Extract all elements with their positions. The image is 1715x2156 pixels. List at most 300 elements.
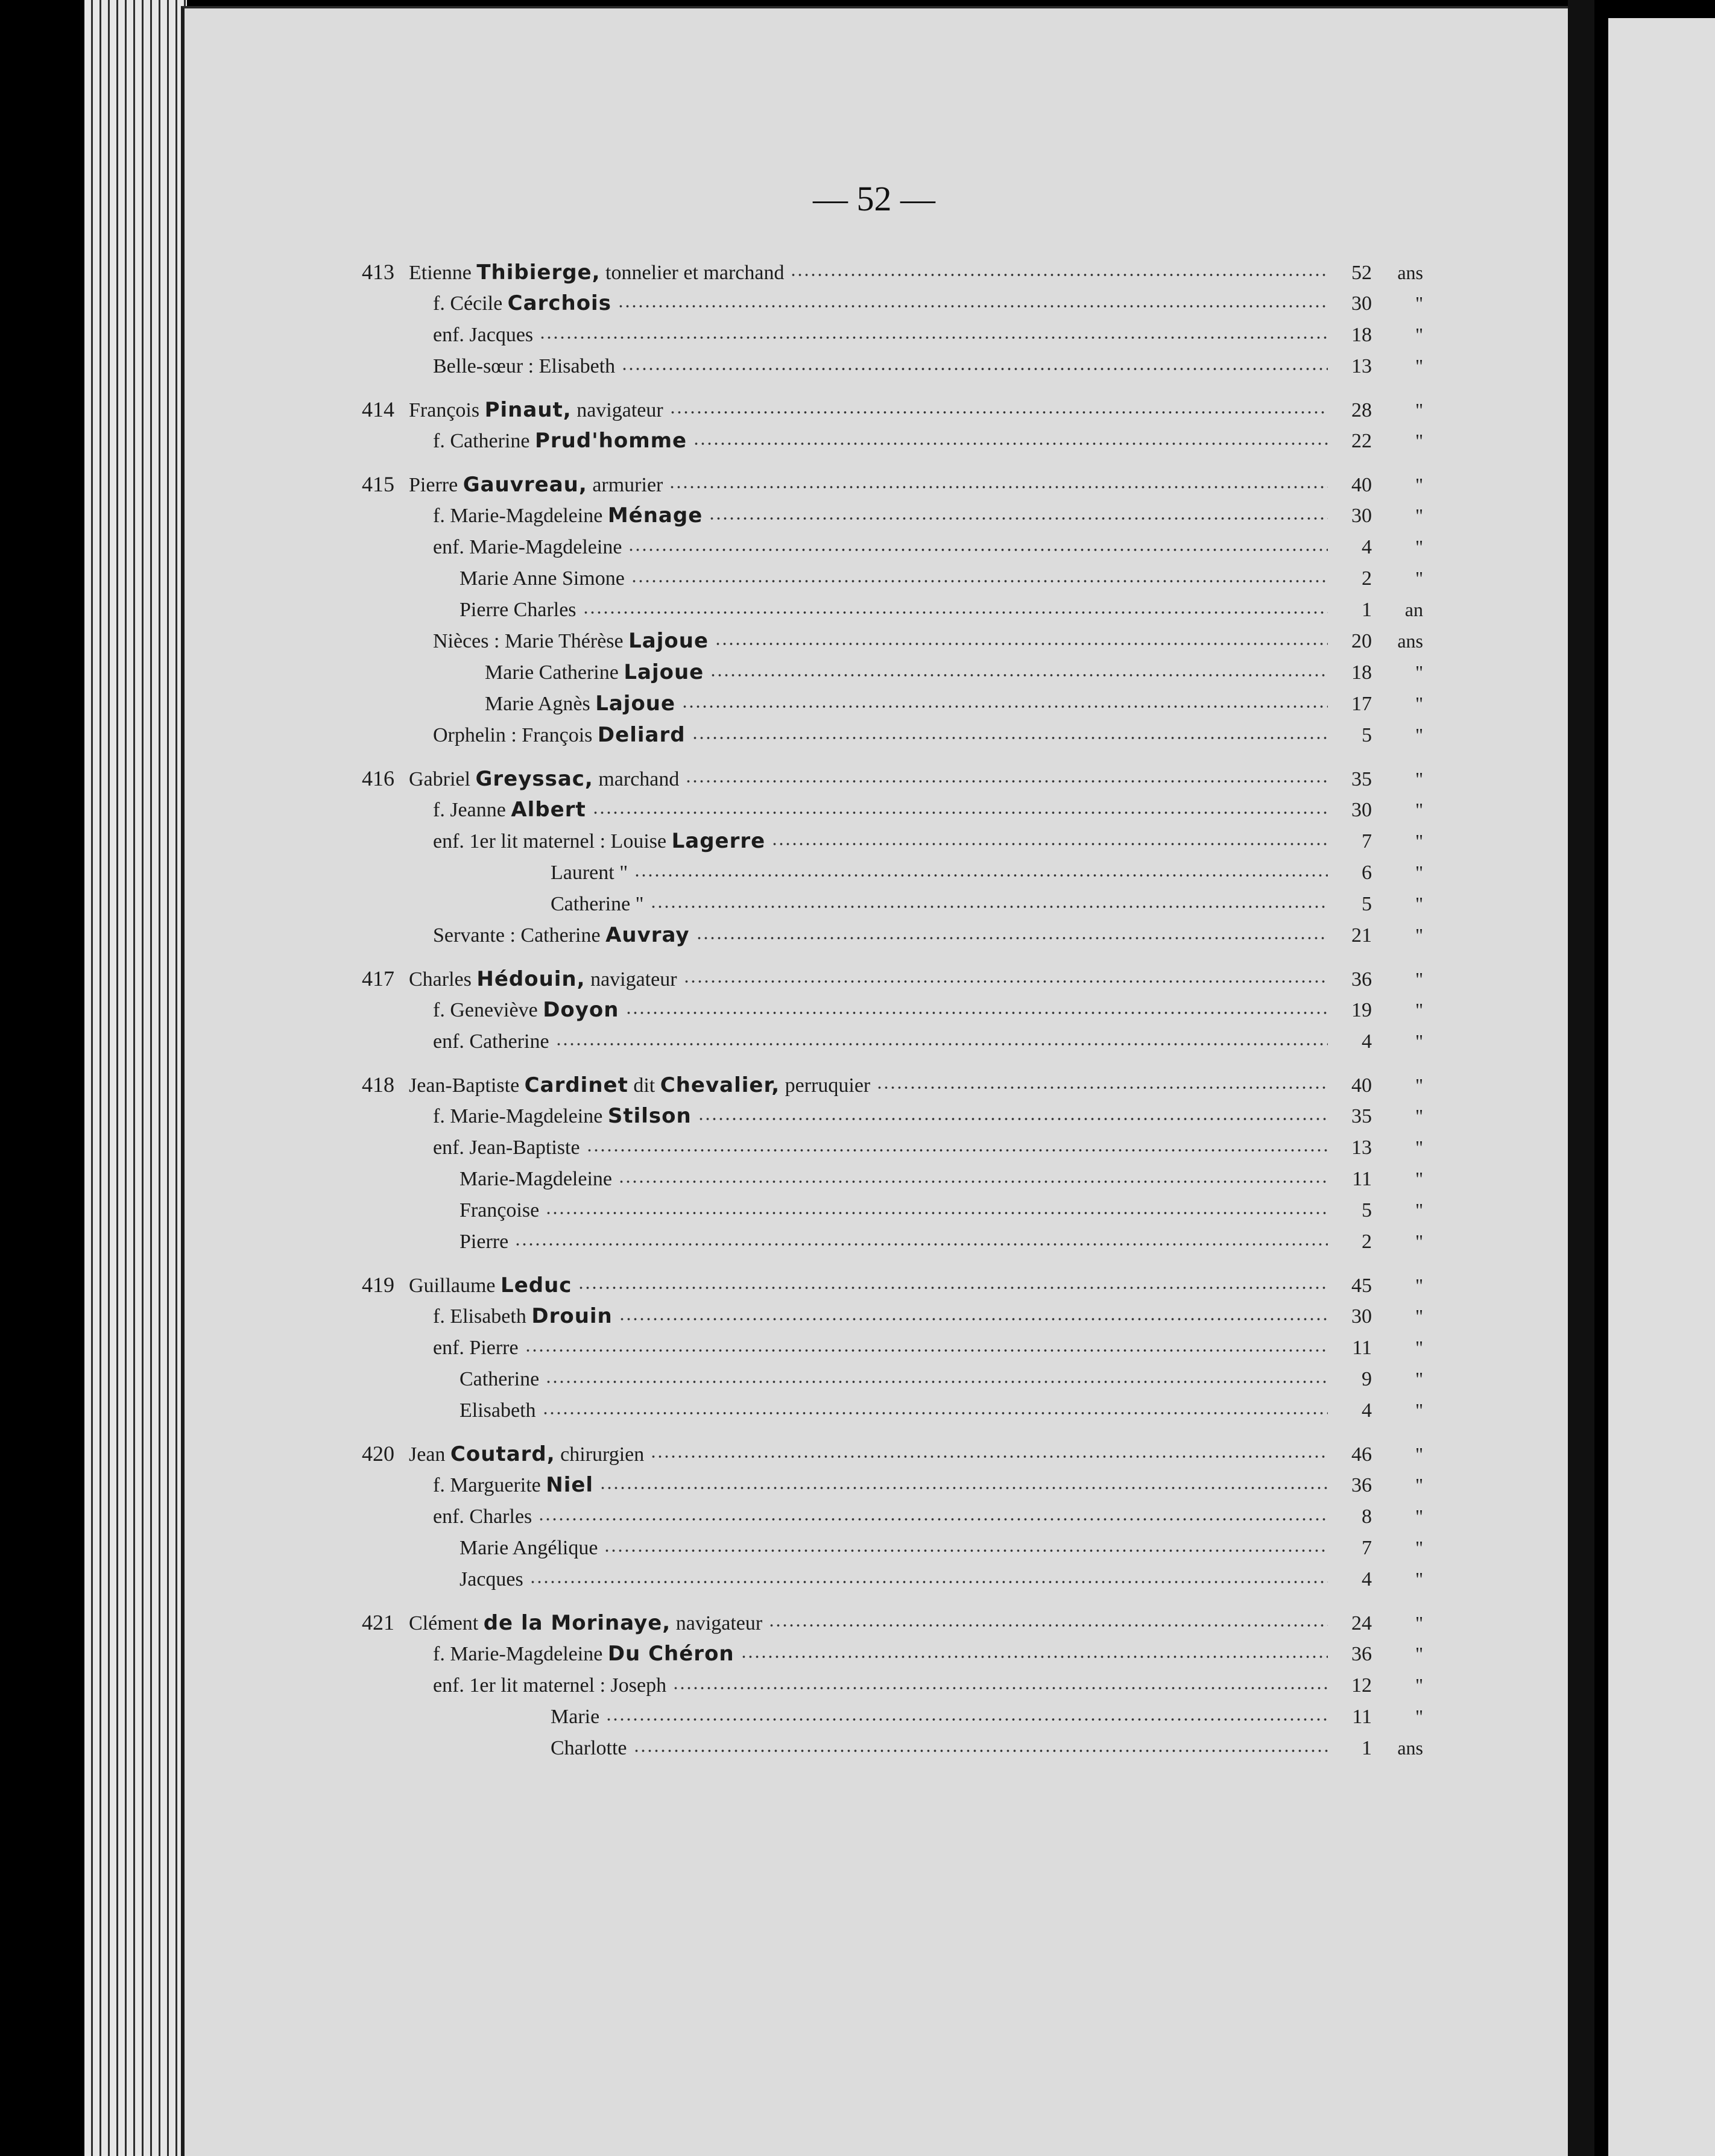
given-name: Marie Anne Simone [460,567,625,590]
age-value: 13 [1351,1136,1372,1159]
age-unit: " [1415,430,1423,452]
age-value: 11 [1352,1337,1372,1359]
person-row [362,857,1423,888]
surname: Drouin [531,1304,613,1328]
age-value: 30 [1351,1305,1372,1328]
age-value: 40 [1351,474,1372,496]
age-unit: " [1415,1706,1423,1727]
person-row [362,288,1423,319]
dot-leader [683,979,1328,984]
person-row [362,1363,1423,1395]
census-entries [362,256,1423,1854]
dot-leader [672,1686,1328,1691]
dot-leader [619,1317,1328,1322]
given-name: f. Geneviève [433,999,543,1021]
dot-leader [634,873,1328,878]
occupation: navigateur [585,968,677,991]
surname: Doyon [543,998,619,1022]
dot-leader [685,779,1328,784]
dot-leader [698,1117,1328,1121]
age-value: 35 [1351,768,1372,790]
person-row [362,1607,1423,1638]
age-value: 2 [1362,567,1372,590]
household-entry [362,1438,1423,1595]
surname: Carchois [507,291,611,315]
given-name: f. Marie-Magdeleine [433,1643,608,1665]
person-row [362,1132,1423,1163]
given-name: enf. Catherine [433,1030,549,1053]
given-name: enf. Charles [433,1505,532,1528]
age-value: 22 [1351,430,1372,452]
age-unit: " [1415,862,1423,883]
person-text [433,1638,734,1670]
person-row [362,1469,1423,1501]
person-row [362,1438,1423,1469]
surname: Lajoue [628,629,709,653]
dot-leader [599,1486,1328,1490]
age-unit: " [1415,768,1423,790]
person-text [485,657,704,689]
dot-leader [617,304,1328,309]
given-name: Pierre Charles [460,599,576,621]
given-name: Charlotte [551,1737,627,1759]
person-row [362,657,1423,688]
dot-leader [583,610,1328,615]
age-value: 4 [1362,536,1372,558]
person-text [433,1501,532,1533]
person-row [362,425,1423,456]
dot-leader [555,1042,1328,1047]
person-text [460,1195,539,1226]
age-unit: " [1415,693,1423,714]
dot-leader [650,904,1328,909]
dot-leader [669,485,1328,490]
person-row [362,763,1423,794]
given-name: Pierre [409,474,463,496]
person-row [362,1701,1423,1732]
dot-leader [542,1411,1328,1416]
person-row [362,1501,1423,1532]
person-text [409,469,663,501]
dot-leader [650,1454,1328,1459]
age-unit: " [1415,324,1423,345]
dot-leader [741,1654,1328,1659]
household-entry [362,763,1423,951]
person-text [551,857,628,889]
surname: Ménage [607,503,703,528]
household-number: 419 [362,1273,394,1297]
person-row [362,468,1423,500]
given-name: Marie Agnès [485,693,596,715]
person-row [362,1300,1423,1332]
household-number: 416 [362,766,394,790]
dot-leader [790,273,1328,277]
dot-leader [625,1010,1328,1015]
age-unit: " [1415,724,1423,746]
dot-leader [578,1285,1328,1290]
given-name: f. Catherine [433,430,535,452]
dot-leader [692,736,1328,740]
person-text [433,794,586,826]
age-unit: " [1415,505,1423,526]
person-row [362,256,1423,288]
dot-leader [633,1748,1328,1753]
occupation: chirurgien [555,1443,645,1466]
household-entry [362,468,1423,751]
person-text [551,1701,599,1733]
age-value: 46 [1351,1443,1372,1466]
surname: Prud'homme [535,429,687,453]
dot-leader [696,936,1328,941]
person-text [433,1670,666,1701]
person-row [362,1563,1423,1595]
household-number: 417 [362,966,394,991]
occupation: armurier [587,474,663,496]
dot-leader [628,547,1328,552]
age-unit: " [1415,799,1423,821]
age-value: 36 [1351,1643,1372,1665]
dot-leader [586,1148,1328,1153]
person-text [485,688,675,720]
person-row [362,1638,1423,1669]
person-row [362,350,1423,382]
surname: Gauvreau, [463,473,587,497]
age-value: 7 [1362,1537,1372,1559]
person-row [362,794,1423,825]
household-number: 413 [362,260,394,284]
age-unit: ans [1397,630,1423,652]
person-row [362,1069,1423,1100]
age-unit: " [1415,1275,1423,1296]
age-value: 30 [1351,799,1372,821]
surname: Auvray [605,923,690,947]
person-text [433,719,686,751]
given-name: f. Marguerite [433,1474,546,1496]
person-row [362,1532,1423,1563]
age-unit: " [1415,1105,1423,1127]
dot-leader [771,842,1328,846]
occupation: perruquier [780,1074,871,1097]
person-row [362,1395,1423,1426]
person-row [362,1226,1423,1257]
given-name: Marie [551,1706,600,1728]
age-value: 18 [1351,324,1372,346]
gutter-shadow [1568,0,1594,2156]
surname: Cardinet [524,1073,628,1097]
surname: Lajoue [624,660,704,684]
age-value: 4 [1362,1399,1372,1422]
person-text [460,1164,612,1195]
person-text [460,1364,539,1395]
household-entry [362,256,1423,382]
given-name: Catherine [460,1368,540,1390]
person-row [362,1163,1423,1194]
age-unit: " [1415,1612,1423,1634]
person-text [460,1395,536,1426]
dot-leader [710,673,1328,678]
age-unit: " [1415,1074,1423,1096]
household-entry [362,963,1423,1057]
age-value: 9 [1362,1368,1372,1390]
age-unit: " [1415,536,1423,558]
person-row [362,888,1423,919]
person-text [460,563,625,594]
surname: Deliard [597,723,686,747]
person-text [460,594,576,626]
dot-leader [681,704,1328,709]
given-name: Gabriel [409,768,476,790]
age-unit: " [1415,1443,1423,1465]
surname: Leduc [501,1273,572,1297]
given-name: enf. 1er lit maternel : Joseph [433,1674,667,1697]
given-name: Etienne [409,262,477,284]
given-name: Pierre [460,1231,509,1253]
person-row [362,563,1423,594]
household-number: 414 [362,397,394,421]
age-unit: an [1404,599,1423,620]
person-text [460,1226,508,1258]
given-name: Jacques [460,1568,523,1590]
age-value: 6 [1362,862,1372,884]
age-unit: " [1415,1368,1423,1390]
age-value: 5 [1362,724,1372,746]
surname: Du Chéron [607,1642,734,1666]
dot-leader [605,1717,1328,1722]
occupation: dit [628,1074,660,1097]
given-name: f. Marie-Magdeleine [433,1105,608,1127]
age-value: 13 [1351,355,1372,377]
dot-leader [529,1580,1328,1584]
person-row [362,319,1423,350]
person-text [433,1026,549,1058]
age-unit: " [1415,567,1423,589]
given-name: f. Cécile [433,292,508,315]
dot-leader [514,1242,1328,1247]
age-unit: " [1415,1399,1423,1421]
household-number: 420 [362,1442,394,1466]
age-unit: " [1415,661,1423,683]
dot-leader [631,579,1328,584]
given-name: Belle-sœur : Elisabeth [433,355,616,377]
age-value: 5 [1362,893,1372,915]
age-unit: " [1415,999,1423,1021]
age-unit: " [1415,1537,1423,1559]
facing-page-edge [1605,18,1715,2156]
surname: Albert [511,798,586,822]
dot-leader [876,1085,1328,1090]
given-name: Marie Angélique [460,1537,598,1559]
dot-leader [545,1379,1328,1384]
person-text [409,1270,572,1302]
age-unit: " [1415,924,1423,946]
age-unit: " [1415,1136,1423,1158]
person-text [433,625,709,657]
person-text [551,1733,627,1764]
given-name: Catherine " [551,893,644,915]
person-text [433,532,622,563]
age-value: 18 [1351,661,1372,684]
person-text [433,1132,580,1164]
dot-leader [604,1548,1328,1553]
person-row [362,963,1423,994]
person-row [362,394,1423,425]
given-name: Charles [409,968,477,991]
given-name: enf. Pierre [433,1337,519,1359]
occupation: marchand [593,768,680,790]
age-value: 2 [1362,1231,1372,1253]
age-value: 28 [1351,399,1372,421]
given-name: Laurent " [551,862,628,884]
age-unit: " [1415,1474,1423,1496]
dot-leader [693,441,1328,446]
given-name: f. Jeanne [433,799,511,821]
age-value: 8 [1362,1505,1372,1528]
person-text [409,763,679,795]
person-row [362,688,1423,719]
age-value: 7 [1362,830,1372,853]
person-row [362,500,1423,531]
given-name: Elisabeth [460,1399,536,1422]
household-number: 418 [362,1073,394,1097]
occupation: navigateur [571,399,663,421]
person-text [409,1439,644,1470]
age-unit: " [1415,1643,1423,1665]
surname: Niel [546,1473,594,1497]
given-name: enf. 1er lit maternel : Louise [433,830,672,853]
age-value: 20 [1351,630,1372,652]
household-number: 421 [362,1610,394,1634]
age-unit: " [1415,399,1423,421]
age-value: 24 [1351,1612,1372,1634]
person-row [362,1026,1423,1057]
age-unit: " [1415,830,1423,852]
given-name: Orphelin : François [433,724,598,746]
occupation: navigateur [671,1612,763,1634]
age-value: 19 [1351,999,1372,1021]
age-value: 5 [1362,1199,1372,1221]
given-name: f. Marie-Magdeleine [433,505,608,527]
age-unit: " [1415,1337,1423,1358]
surname: Pinaut, [484,398,572,422]
age-value: 1 [1362,599,1372,621]
surname-alias: Chevalier, [660,1073,780,1097]
page-number: — 52 — [813,179,935,218]
person-row [362,1732,1423,1764]
age-unit: " [1415,1030,1423,1052]
person-row [362,1100,1423,1132]
person-text [433,288,611,320]
surname: Greyssac, [475,767,593,791]
person-text [460,1533,598,1564]
person-text [551,889,644,920]
age-unit: " [1415,1568,1423,1590]
surname: de la Morinaye, [483,1611,671,1635]
person-row [362,625,1423,657]
given-name: Servante : Catherine [433,924,606,947]
age-unit: " [1415,1505,1423,1527]
age-unit: " [1415,1231,1423,1252]
age-unit: ans [1397,1737,1423,1759]
dot-leader [545,1211,1328,1215]
dot-leader [539,335,1328,340]
age-unit: " [1415,1305,1423,1327]
person-row [362,994,1423,1026]
household-number: 415 [362,472,394,496]
dot-leader [669,410,1328,415]
age-unit: " [1415,1199,1423,1221]
person-text [433,919,690,951]
household-entry [362,394,1423,456]
surname: Thibierge, [476,260,601,285]
surname: Coutard, [450,1442,555,1466]
person-text [433,1100,692,1132]
person-text [433,500,703,532]
surname: Hédouin, [476,967,586,991]
age-value: 30 [1351,505,1372,527]
age-value: 30 [1351,292,1372,315]
person-row [362,825,1423,857]
person-row [362,1332,1423,1363]
person-row [362,1269,1423,1300]
age-value: 52 [1351,262,1372,284]
age-value: 45 [1351,1275,1372,1297]
age-unit: " [1415,893,1423,915]
person-text [460,1564,523,1595]
person-text [433,1332,519,1364]
age-unit: ans [1397,262,1423,283]
age-unit: " [1415,292,1423,314]
person-text [409,257,784,289]
dot-leader [709,516,1328,521]
dot-leader [538,1517,1328,1522]
given-name: Marie Catherine [485,661,624,684]
given-name: enf. Marie-Magdeleine [433,536,622,558]
person-row [362,531,1423,563]
age-unit: " [1415,968,1423,990]
given-name: Clément [409,1612,484,1634]
age-value: 40 [1351,1074,1372,1097]
age-value: 35 [1351,1105,1372,1127]
given-name: Jean-Baptiste [409,1074,525,1097]
occupation: tonnelier et marchand [600,262,785,284]
given-name: enf. Jean-Baptiste [433,1136,580,1159]
age-value: 36 [1351,1474,1372,1496]
person-text [409,963,677,995]
household-entry [362,1269,1423,1426]
dot-leader [592,810,1328,815]
person-text [433,320,533,351]
person-text [433,425,687,457]
age-value: 17 [1351,693,1372,715]
given-name: François [409,399,485,421]
dot-leader [621,367,1328,371]
household-entry [362,1607,1423,1764]
dot-leader [525,1348,1328,1353]
person-text [433,994,619,1026]
surname: Lagerre [671,829,766,853]
person-row [362,594,1423,625]
household-entry [362,1069,1423,1257]
given-name: Nièces : Marie Thérèse [433,630,629,652]
dot-leader [618,1179,1328,1184]
person-text [433,1300,613,1332]
age-unit: " [1415,1674,1423,1696]
age-value: 36 [1351,968,1372,991]
age-unit: " [1415,355,1423,377]
age-value: 4 [1362,1568,1372,1590]
person-row [362,1669,1423,1701]
given-name: Françoise [460,1199,540,1221]
